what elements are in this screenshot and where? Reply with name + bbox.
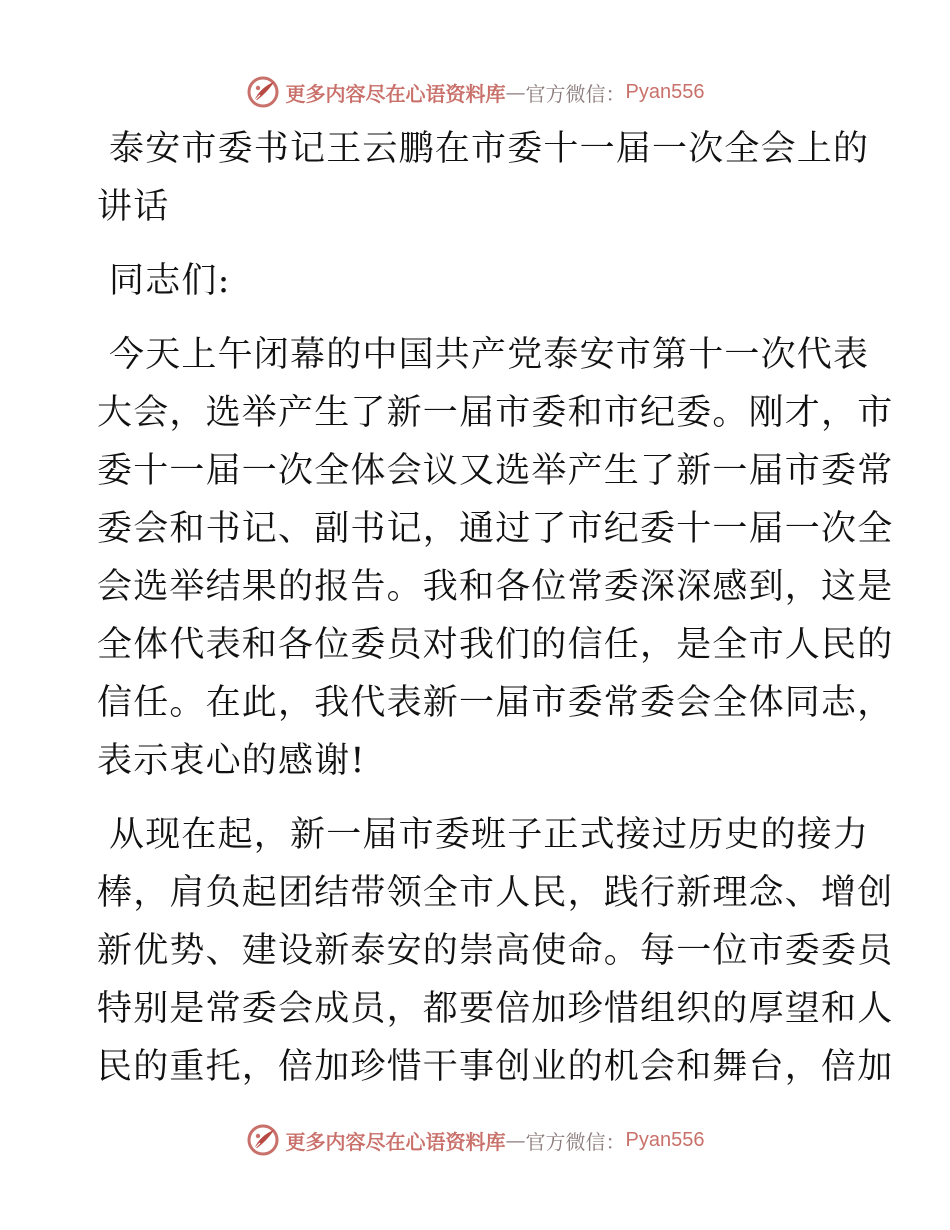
title-line: 泰安市委书记王云鹏在市委十一届一次全会上的	[109, 129, 870, 169]
title-line: 讲话	[97, 187, 170, 227]
header-banner	[0, 72, 950, 112]
paragraph-line: 委十一届一次全体会议又选举产生了新一届市委常	[97, 451, 894, 491]
wechat-id: Pyan556	[625, 1128, 705, 1151]
footer-banner	[0, 1120, 950, 1160]
banner-dash: —	[505, 1128, 526, 1152]
feather-pen-logo-icon	[246, 1123, 280, 1157]
paragraph-line: 全体代表和各位委员对我们的信任，是全市人民的	[97, 625, 894, 665]
paragraph-line: 委会和书记、副书记，通过了市纪委十一届一次全	[97, 509, 894, 549]
paragraph-1	[97, 326, 894, 790]
paragraph-line: 信任。在此，我代表新一届市委常委会全体同志，	[97, 683, 894, 723]
brand-text: 更多内容尽在心语资料库	[285, 1129, 506, 1154]
paragraph-line: 民的重托，倍加珍惜干事创业的机会和舞台，倍加	[97, 1047, 894, 1087]
paragraph-line: 大会，选举产生了新一届市委和市纪委。刚才，市	[97, 393, 894, 433]
paragraph-line: 新优势、建设新泰安的崇高使命。每一位市委委员	[97, 931, 894, 971]
paragraph-2	[97, 806, 894, 1096]
paragraph-line: 棒，肩负起团结带领全市人民，践行新理念、增创	[97, 873, 894, 913]
document-title	[97, 120, 870, 236]
wechat-label: 官方微信：	[525, 81, 626, 106]
paragraph-line: 表示衷心的感谢!	[97, 741, 366, 781]
wechat-label: 官方微信：	[525, 1129, 626, 1154]
paragraph-line: 特别是常委会成员，都要倍加珍惜组织的厚望和人	[97, 989, 894, 1029]
document-body	[97, 120, 894, 1096]
paragraph-line: 会选举结果的报告。我和各位常委深深感到，这是	[97, 567, 894, 607]
salutation: 同志们:	[109, 261, 231, 301]
paragraph-line: 今天上午闭幕的中国共产党泰安市第十一次代表	[109, 335, 870, 375]
banner-dash: —	[505, 80, 526, 104]
brand-text: 更多内容尽在心语资料库	[285, 81, 506, 106]
wechat-id: Pyan556	[625, 80, 705, 103]
feather-pen-logo-icon	[246, 75, 280, 109]
paragraph-line: 从现在起，新一届市委班子正式接过历史的接力	[109, 815, 870, 855]
